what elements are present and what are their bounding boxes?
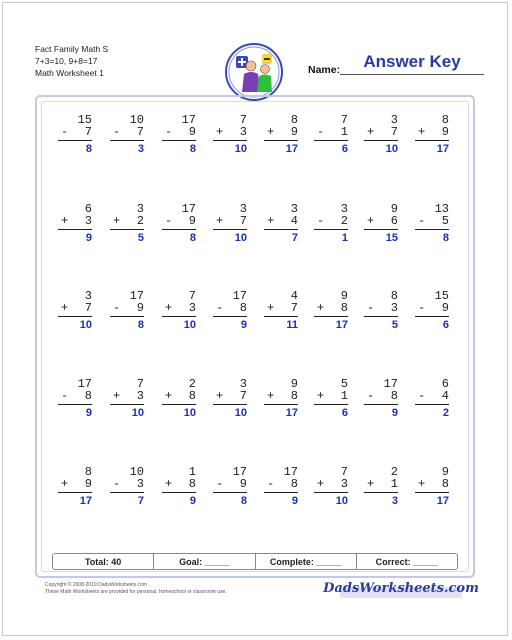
problem (58, 290, 92, 331)
operator: + (216, 214, 224, 228)
first-number: 6 (441, 377, 449, 391)
operation-line (58, 390, 92, 403)
answer-rule (58, 140, 92, 141)
operation-line (415, 215, 449, 228)
operation-line (58, 478, 92, 491)
operation-line (364, 215, 398, 228)
operator: - (216, 477, 224, 491)
answer: 6 (341, 407, 348, 419)
answer-rule (415, 229, 449, 230)
answer: 10 (385, 143, 398, 155)
problem (264, 466, 298, 507)
problem (264, 114, 298, 155)
answer: 10 (234, 407, 247, 419)
problem (314, 203, 348, 244)
operation-line (58, 302, 92, 315)
first-number: 17 (232, 465, 247, 479)
answer: 9 (240, 319, 247, 331)
answer: 8 (85, 143, 92, 155)
total-field: Total: 40 (53, 554, 154, 569)
second-number: 8 (290, 477, 298, 491)
operator: + (418, 125, 426, 139)
operation-line (110, 390, 144, 403)
operator: - (216, 301, 224, 315)
problem (415, 378, 449, 419)
first-number: 3 (239, 377, 247, 391)
problem (110, 378, 144, 419)
problem (314, 378, 348, 419)
second-number: 8 (390, 389, 398, 403)
operator: - (61, 125, 69, 139)
answer-key-label: Answer Key (363, 52, 461, 71)
problem (58, 114, 92, 155)
problem (264, 290, 298, 331)
operator: + (317, 301, 325, 315)
operator: + (61, 214, 69, 228)
second-number: 3 (136, 477, 144, 491)
answer: 8 (189, 232, 196, 244)
operation-line (364, 302, 398, 315)
operation-line (110, 126, 144, 139)
operator: - (113, 477, 121, 491)
answer: 8 (137, 319, 144, 331)
first-number: 3 (84, 289, 92, 303)
answer: 10 (234, 232, 247, 244)
operation-line (264, 126, 298, 139)
answer-rule (213, 229, 247, 230)
worksheet-subtitle: 7+3=10, 9+8=17 (35, 56, 98, 66)
goal-field: Goal: _____ (154, 554, 255, 569)
problem (162, 466, 196, 507)
problem (58, 203, 92, 244)
answer-rule (264, 229, 298, 230)
first-number: 2 (390, 465, 398, 479)
answer: 8 (442, 232, 449, 244)
problem (415, 466, 449, 507)
operation-line (264, 215, 298, 228)
second-number: 9 (290, 125, 298, 139)
score-bar (52, 553, 458, 570)
operator: + (267, 301, 275, 315)
first-number: 7 (340, 465, 348, 479)
first-number: 7 (239, 113, 247, 127)
operator: + (216, 389, 224, 403)
second-number: 1 (340, 125, 348, 139)
operation-line (364, 126, 398, 139)
operator: - (418, 301, 426, 315)
first-number: 3 (239, 202, 247, 216)
answer: 3 (137, 143, 144, 155)
answer-rule (162, 229, 196, 230)
first-number: 17 (129, 289, 144, 303)
usage-line: These Math Worksheets are provided for personal, homeschool or classroom use. (45, 589, 227, 595)
problem (314, 290, 348, 331)
second-number: 3 (136, 389, 144, 403)
answer: 6 (341, 143, 348, 155)
operator: + (317, 477, 325, 491)
problem (162, 203, 196, 244)
operation-line (314, 302, 348, 315)
second-number: 1 (340, 389, 348, 403)
answer: 10 (131, 407, 144, 419)
first-number: 7 (188, 289, 196, 303)
first-number: 8 (390, 289, 398, 303)
first-number: 10 (129, 465, 144, 479)
problem (162, 114, 196, 155)
problem (110, 203, 144, 244)
first-number: 8 (441, 113, 449, 127)
operator: - (367, 301, 375, 315)
answer: 10 (335, 495, 348, 507)
first-number: 4 (290, 289, 298, 303)
answer: 10 (79, 319, 92, 331)
problem (213, 114, 247, 155)
second-number: 3 (84, 214, 92, 228)
second-number: 7 (84, 301, 92, 315)
operation-line (162, 215, 196, 228)
operation-line (213, 126, 247, 139)
name-line (340, 74, 484, 75)
answer: 17 (285, 407, 298, 419)
first-number: 9 (290, 377, 298, 391)
operator: - (367, 389, 375, 403)
answer: 10 (234, 143, 247, 155)
second-number: 9 (441, 301, 449, 315)
answer: 17 (79, 495, 92, 507)
operation-line (110, 478, 144, 491)
operation-line (415, 478, 449, 491)
answer-rule (364, 316, 398, 317)
second-number: 4 (441, 389, 449, 403)
operator: + (61, 301, 69, 315)
answer-rule (264, 316, 298, 317)
operator: + (418, 477, 426, 491)
operation-line (162, 126, 196, 139)
operation-line (162, 478, 196, 491)
answer-rule (264, 140, 298, 141)
answer-rule (110, 229, 144, 230)
answer-rule (314, 404, 348, 405)
problem (110, 466, 144, 507)
second-number: 3 (390, 301, 398, 315)
answer-rule (110, 140, 144, 141)
operator: + (367, 125, 375, 139)
operator: - (418, 214, 426, 228)
second-number: 2 (340, 214, 348, 228)
first-number: 8 (84, 465, 92, 479)
second-number: 2 (136, 214, 144, 228)
operation-line (264, 302, 298, 315)
problem (364, 378, 398, 419)
second-number: 9 (239, 477, 247, 491)
first-number: 9 (340, 289, 348, 303)
first-number: 17 (181, 113, 196, 127)
operation-line (364, 478, 398, 491)
first-number: 9 (441, 465, 449, 479)
answer: 3 (391, 495, 398, 507)
problem (314, 466, 348, 507)
first-number: 10 (129, 113, 144, 127)
worksheet-header (35, 43, 108, 79)
second-number: 7 (136, 125, 144, 139)
operation-line (264, 478, 298, 491)
answer-rule (314, 316, 348, 317)
first-number: 13 (434, 202, 449, 216)
problem (110, 114, 144, 155)
first-number: 5 (340, 377, 348, 391)
problem (213, 290, 247, 331)
answer-rule (162, 404, 196, 405)
answer: 15 (385, 232, 398, 244)
operation-line (162, 390, 196, 403)
first-number: 17 (77, 377, 92, 391)
operation-line (415, 126, 449, 139)
operator: + (367, 214, 375, 228)
answer-rule (58, 492, 92, 493)
second-number: 8 (84, 389, 92, 403)
second-number: 9 (188, 125, 196, 139)
answer-rule (314, 140, 348, 141)
answer-rule (58, 316, 92, 317)
first-number: 17 (181, 202, 196, 216)
second-number: 3 (188, 301, 196, 315)
operator: - (113, 125, 121, 139)
answer: 8 (240, 495, 247, 507)
operation-line (162, 302, 196, 315)
answer-rule (364, 229, 398, 230)
first-number: 15 (434, 289, 449, 303)
problem (264, 378, 298, 419)
first-number: 17 (232, 289, 247, 303)
operator: + (165, 477, 173, 491)
problem (314, 114, 348, 155)
answer: 11 (286, 319, 298, 331)
second-number: 3 (239, 125, 247, 139)
answer: 7 (291, 232, 298, 244)
operator: + (317, 389, 325, 403)
first-number: 17 (283, 465, 298, 479)
problem (364, 114, 398, 155)
operation-line (264, 390, 298, 403)
answer-rule (264, 404, 298, 405)
operator: + (113, 389, 121, 403)
answer: 9 (189, 495, 196, 507)
operator: + (165, 389, 173, 403)
second-number: 8 (188, 477, 196, 491)
answer: 17 (436, 143, 449, 155)
problem (364, 203, 398, 244)
operator: + (267, 389, 275, 403)
operation-line (58, 126, 92, 139)
problem (110, 290, 144, 331)
family-logo-icon (222, 42, 286, 102)
operation-line (314, 390, 348, 403)
operator: - (165, 214, 173, 228)
operation-line (415, 390, 449, 403)
problem (213, 378, 247, 419)
first-number: 3 (290, 202, 298, 216)
problem (213, 203, 247, 244)
problems-panel-inner (41, 101, 469, 572)
operation-line (415, 302, 449, 315)
operator: - (317, 125, 325, 139)
operator: + (165, 301, 173, 315)
answer: 17 (335, 319, 348, 331)
answer: 1 (341, 232, 348, 244)
answer-rule (162, 140, 196, 141)
copyright-notice (45, 582, 227, 596)
answer: 2 (442, 407, 449, 419)
operation-line (213, 390, 247, 403)
first-number: 6 (84, 202, 92, 216)
answer: 5 (391, 319, 398, 331)
second-number: 8 (188, 389, 196, 403)
answer-rule (415, 316, 449, 317)
first-number: 3 (136, 202, 144, 216)
second-number: 5 (441, 214, 449, 228)
answer: 9 (85, 232, 92, 244)
operator: - (267, 477, 275, 491)
answer-rule (364, 140, 398, 141)
answer-rule (264, 492, 298, 493)
first-number: 3 (390, 113, 398, 127)
answer-rule (314, 229, 348, 230)
second-number: 7 (239, 389, 247, 403)
problem (364, 290, 398, 331)
second-number: 8 (340, 301, 348, 315)
second-number: 9 (441, 125, 449, 139)
answer-rule (415, 140, 449, 141)
answer: 6 (442, 319, 449, 331)
first-number: 1 (188, 465, 196, 479)
answer-rule (364, 404, 398, 405)
worksheet-title: Fact Family Math S (35, 44, 109, 54)
second-number: 8 (290, 389, 298, 403)
operation-line (110, 215, 144, 228)
answer-rule (213, 404, 247, 405)
second-number: 6 (390, 214, 398, 228)
first-number: 9 (390, 202, 398, 216)
operator: + (113, 214, 121, 228)
operator: - (113, 301, 121, 315)
second-number: 7 (84, 125, 92, 139)
operator: - (165, 125, 173, 139)
second-number: 8 (239, 301, 247, 315)
operation-line (213, 478, 247, 491)
answer: 10 (183, 319, 196, 331)
second-number: 3 (340, 477, 348, 491)
second-number: 9 (136, 301, 144, 315)
problem (162, 290, 196, 331)
operator: - (418, 389, 426, 403)
answer-rule (110, 492, 144, 493)
operator: + (61, 477, 69, 491)
problem (264, 203, 298, 244)
answer-rule (110, 316, 144, 317)
answer-rule (162, 316, 196, 317)
first-number: 15 (77, 113, 92, 127)
answer: 9 (291, 495, 298, 507)
operation-line (213, 302, 247, 315)
second-number: 4 (290, 214, 298, 228)
answer-rule (415, 404, 449, 405)
first-number: 3 (340, 202, 348, 216)
problem (58, 466, 92, 507)
operation-line (314, 215, 348, 228)
operator: - (61, 389, 69, 403)
problem (162, 378, 196, 419)
operation-line (58, 215, 92, 228)
answer: 9 (85, 407, 92, 419)
operator: + (367, 477, 375, 491)
operator: + (267, 214, 275, 228)
dadsworksheets-logo (323, 574, 479, 600)
answer-rule (213, 316, 247, 317)
brand-name: DadsWorksheets.com (323, 581, 479, 596)
name-label: Name: (308, 64, 341, 76)
answer: 7 (137, 495, 144, 507)
answer-rule (213, 492, 247, 493)
answer-rule (213, 140, 247, 141)
operator: + (267, 125, 275, 139)
second-number: 9 (84, 477, 92, 491)
answer: 17 (436, 495, 449, 507)
operation-line (110, 302, 144, 315)
answer-rule (110, 404, 144, 405)
problem (364, 466, 398, 507)
complete-field: Complete: _____ (256, 554, 357, 569)
first-number: 7 (136, 377, 144, 391)
second-number: 1 (390, 477, 398, 491)
operator: + (216, 125, 224, 139)
answer-rule (415, 492, 449, 493)
answer: 5 (137, 232, 144, 244)
answer-rule (364, 492, 398, 493)
first-number: 17 (383, 377, 398, 391)
operation-line (314, 126, 348, 139)
second-number: 8 (441, 477, 449, 491)
second-number: 9 (188, 214, 196, 228)
problem (58, 378, 92, 419)
correct-field: Correct: _____ (375, 556, 439, 567)
operator: - (317, 214, 325, 228)
problem (415, 203, 449, 244)
first-number: 2 (188, 377, 196, 391)
answer-rule (58, 404, 92, 405)
answer-rule (314, 492, 348, 493)
problem (213, 466, 247, 507)
operation-line (314, 478, 348, 491)
answer: 10 (183, 407, 196, 419)
answer-rule (58, 229, 92, 230)
second-number: 7 (239, 214, 247, 228)
first-number: 8 (290, 113, 298, 127)
answer: 9 (391, 407, 398, 419)
answer: 17 (285, 143, 298, 155)
first-number: 7 (340, 113, 348, 127)
worksheet-number: Math Worksheet 1 (35, 68, 104, 78)
problem (415, 114, 449, 155)
second-number: 7 (390, 125, 398, 139)
operation-line (364, 390, 398, 403)
second-number: 7 (290, 301, 298, 315)
copyright-line: Copyright © 2008-2019 DadsWorksheets.com (45, 582, 147, 588)
operation-line (213, 215, 247, 228)
answer-rule (162, 492, 196, 493)
answer: 8 (189, 143, 196, 155)
problem (415, 290, 449, 331)
